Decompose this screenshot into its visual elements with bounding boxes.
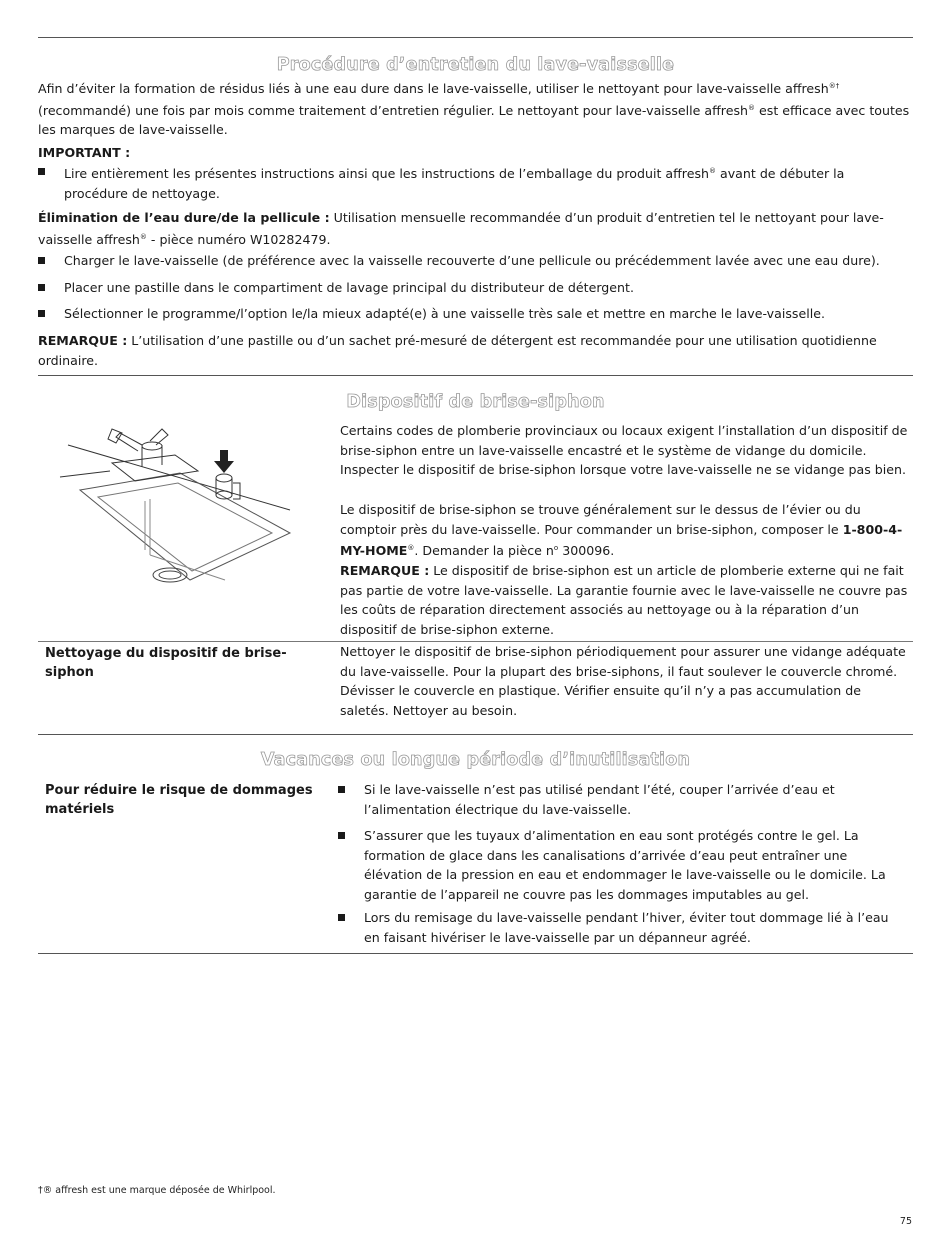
bullet-square-icon	[38, 168, 45, 175]
bullet-square-icon	[338, 914, 345, 921]
section3-title: Vacances ou longue période d’inutilisation	[260, 750, 691, 770]
section3-bottom-rule	[38, 953, 913, 954]
phone-number: 1-800-4-MY-HOME	[340, 521, 903, 559]
footnote: †® affresh est une marque déposée de Whirlpool.	[38, 1185, 276, 1196]
section3-bullet-3-text: Lors du remisage du lave-vaisselle pendant l’hiver, éviter tout dommage lié à l’eau en faisant hivériser le lave-vaisselle par un dépanneur agréé.	[364, 910, 889, 945]
cleaning-heading: Nettoyage du dispositif de brise-siphon	[45, 646, 287, 680]
remarque-text: L’utilisation d’une pastille ou d’un sachet pré-mesuré de détergent est recommandée pour une utilisation quotidienne ordinaire.	[38, 333, 877, 368]
elimination-text-1: Utilisation mensuelle recommandée d’un produit d’entretien tel le nettoyant pour lave-vaisselle affresh	[38, 210, 884, 247]
section3-side-heading: Pour réduire le risque de dommages matériels	[45, 783, 313, 817]
intro-text-2: (recommandé) une fois par mois comme traitement d’entretien régulier. Le nettoyant pour lave-vaisselle affresh	[38, 102, 748, 118]
section3-bullet-1-text: Si le lave-vaisselle n’est pas utilisé pendant l’été, couper l’arrivée d’eau et l’alimentation électrique du lave-vaisselle.	[364, 782, 835, 817]
section2-remarque	[340, 561, 910, 639]
section1-title: Procédure d’entretien du lave-vaisselle	[276, 55, 675, 75]
important-text-1: Lire entièrement les présentes instructions ainsi que les instructions de l’emballage du produit affresh	[64, 166, 709, 182]
intro-sup-1: ®†	[828, 82, 840, 90]
bullet-square-icon	[338, 786, 345, 793]
important-text-2: avant de débuter la procédure de nettoyage.	[64, 166, 845, 201]
page-number: 75	[899, 1216, 912, 1227]
important-sup: ®	[709, 167, 716, 175]
p2-degree-sup: o	[553, 544, 559, 552]
section1-bullet-1-text: Charger le lave-vaisselle (de préférence avec la vaisselle recouverte d’une pellicule ou précédemment lavée avec une eau dure).	[64, 253, 880, 268]
remarque2-text: Le dispositif de brise-siphon est un article de plomberie externe qui ne fait pas partie de votre lave-vaisselle. La garantie fournie avec le lave-vaisselle ne couvre pas les coûts de réparation directement associés au nettoyage ou à la réparation d’un dispositif de brise-siphon externe.	[340, 563, 908, 637]
bullet-square-icon	[38, 310, 45, 317]
bullet-square-icon	[338, 832, 345, 839]
section3-top-rule	[38, 734, 913, 735]
section1-remarque	[38, 331, 913, 370]
section1-bullet-2-text: Placer une pastille dans le compartiment de lavage principal du distributeur de détergent.	[64, 280, 634, 295]
section1-intro	[38, 77, 913, 140]
section1-top-rule	[38, 37, 913, 38]
cleaning-text: Nettoyer le dispositif de brise-siphon périodiquement pour assurer une vidange adéquate du lave-vaisselle. Pour la plupart des brise-siphons, il faut soulever le couvercle chromé. Dévisser le couvercle en plastique. Vérifier ensuite qu’il n’y a pas accumulation de saletés. Nettoyer au besoin.	[340, 644, 906, 718]
bullet-square-icon	[38, 284, 45, 291]
section1-bullet-3-text: Sélectionner le programme/l’option le/la mieux adapté(e) à une vaisselle très sale et mettre en marche le lave-vaisselle.	[64, 306, 825, 321]
intro-sup-2: ®	[748, 103, 755, 112]
section2-top-rule	[38, 375, 913, 376]
elimination-label: Élimination de l’eau dure/de la pellicule :	[38, 210, 330, 225]
section2-paragraph-1: Certains codes de plomberie provinciaux ou locaux exigent l’installation d’un dispositif de brise-siphon entre un lave-vaisselle encastré et le système de vidange du domicile. Inspecter le dispositif de brise-siphon lorsque votre lave-vaisselle ne se vidange pas bien.	[340, 423, 908, 477]
elimination-sup: ®	[139, 232, 147, 241]
remarque-label: REMARQUE :	[38, 333, 128, 348]
section2-paragraph-2	[340, 500, 910, 561]
elimination-paragraph	[38, 208, 913, 249]
p2-after: . Demander la pièce n	[414, 543, 554, 559]
elimination-text-2: - pièce numéro W10282479.	[146, 231, 331, 247]
important-bullet-text	[64, 162, 888, 203]
important-label: IMPORTANT :	[38, 145, 131, 160]
section2-title: Dispositif de brise-siphon	[346, 392, 605, 412]
bullet-square-icon	[38, 257, 45, 264]
p2-end: 300096.	[558, 543, 615, 559]
intro-text-3: est efficace avec toutes les marques de lave-vaisselle.	[38, 102, 910, 138]
section3-bullet-2-text: S’assurer que les tuyaux d’alimentation en eau sont protégés contre le gel. La formation de glace dans les canalisations d’arrivée d’eau peut entraîner une élévation de la pression en eau et endommager le lave-vaisselle ou le domicile. La garantie de l’appareil ne couvre pas les dommages imputables au gel.	[364, 828, 886, 902]
intro-text-1: Afin d’éviter la formation de résidus liés à une eau dure dans le lave-vaisselle, utiliser le nettoyant pour lave-vaisselle affresh	[38, 81, 829, 97]
p2-text: Le dispositif de brise-siphon se trouve généralement sur le dessus de l’évier ou du comptoir près du lave-vaisselle. Pour commander un brise-siphon, composer le	[340, 502, 861, 537]
remarque2-label: REMARQUE :	[340, 563, 430, 578]
air-gap-illustration	[50, 415, 310, 605]
phone-reg-sup: ®	[407, 544, 415, 552]
